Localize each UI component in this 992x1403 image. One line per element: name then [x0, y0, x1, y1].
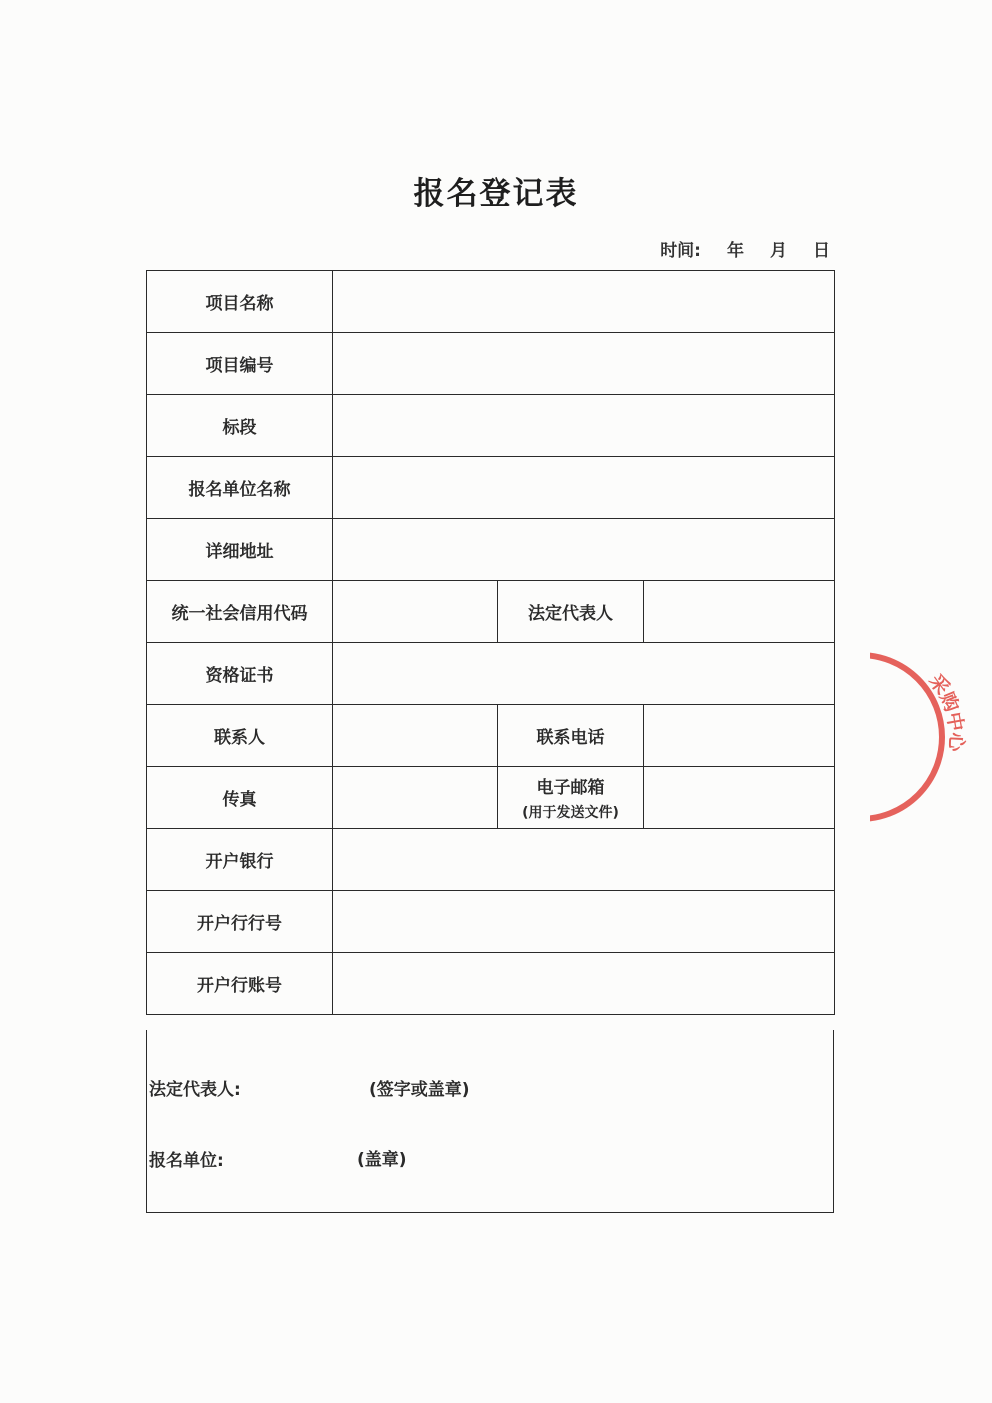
- label-section: 标段: [147, 395, 333, 457]
- red-seal-stamp: [870, 640, 992, 830]
- registration-table: [146, 270, 835, 1015]
- field-fax[interactable]: [333, 767, 498, 829]
- field-credit-code[interactable]: [333, 581, 498, 643]
- date-day: 日: [813, 241, 830, 261]
- label-phone: 联系电话: [498, 705, 644, 767]
- label-credit-code: 统一社会信用代码: [147, 581, 333, 643]
- label-fax: 传真: [147, 767, 333, 829]
- date-label: 时间:: [660, 241, 701, 261]
- table-row: [147, 643, 835, 705]
- table-row: [147, 705, 835, 767]
- table-row: [147, 457, 835, 519]
- field-project-number[interactable]: [333, 333, 835, 395]
- label-email-cell: [498, 767, 644, 829]
- label-unit-name: 报名单位名称: [147, 457, 333, 519]
- field-bank[interactable]: [333, 829, 835, 891]
- page-title: 报名登记表: [413, 176, 579, 212]
- field-unit-name[interactable]: [333, 457, 835, 519]
- table-row: [147, 395, 835, 457]
- label-contact: 联系人: [147, 705, 333, 767]
- field-email[interactable]: [644, 767, 835, 829]
- table-row: [147, 767, 835, 829]
- svg-text:采购中心: 采购中心: [924, 670, 968, 752]
- label-address: 详细地址: [147, 519, 333, 581]
- table-row: [147, 581, 835, 643]
- label-legal-rep: 法定代表人: [498, 581, 644, 643]
- table-row: [147, 271, 835, 333]
- signature-section: [146, 1030, 834, 1213]
- label-bank-code: 开户行行号: [147, 891, 333, 953]
- label-email-note: (用于发送文件): [522, 805, 619, 821]
- field-phone[interactable]: [644, 705, 835, 767]
- table-row: [147, 829, 835, 891]
- label-email: 电子邮箱: [536, 778, 605, 798]
- label-qualification: 资格证书: [147, 643, 333, 705]
- label-project-number: 项目编号: [147, 333, 333, 395]
- field-contact[interactable]: [333, 705, 498, 767]
- label-project-name: 项目名称: [147, 271, 333, 333]
- date-line: [656, 236, 830, 261]
- field-address[interactable]: [333, 519, 835, 581]
- label-bank-account: 开户行账号: [147, 953, 333, 1015]
- field-legal-rep[interactable]: [644, 581, 835, 643]
- table-row: [147, 891, 835, 953]
- legal-rep-sign-note[interactable]: (签字或盖章): [369, 1080, 470, 1100]
- date-month: 月: [770, 241, 787, 261]
- unit-sign-label: 报名单位:: [149, 1151, 224, 1171]
- table-row: [147, 953, 835, 1015]
- label-bank: 开户银行: [147, 829, 333, 891]
- field-bank-account[interactable]: [333, 953, 835, 1015]
- field-project-name[interactable]: [333, 271, 835, 333]
- table-row: [147, 519, 835, 581]
- table-row: [147, 333, 835, 395]
- field-qualification[interactable]: [333, 643, 835, 705]
- date-year: 年: [727, 241, 744, 261]
- field-section[interactable]: [333, 395, 835, 457]
- field-bank-code[interactable]: [333, 891, 835, 953]
- unit-sign-note[interactable]: (盖章): [357, 1150, 407, 1170]
- legal-rep-sign-label: 法定代表人:: [149, 1080, 241, 1100]
